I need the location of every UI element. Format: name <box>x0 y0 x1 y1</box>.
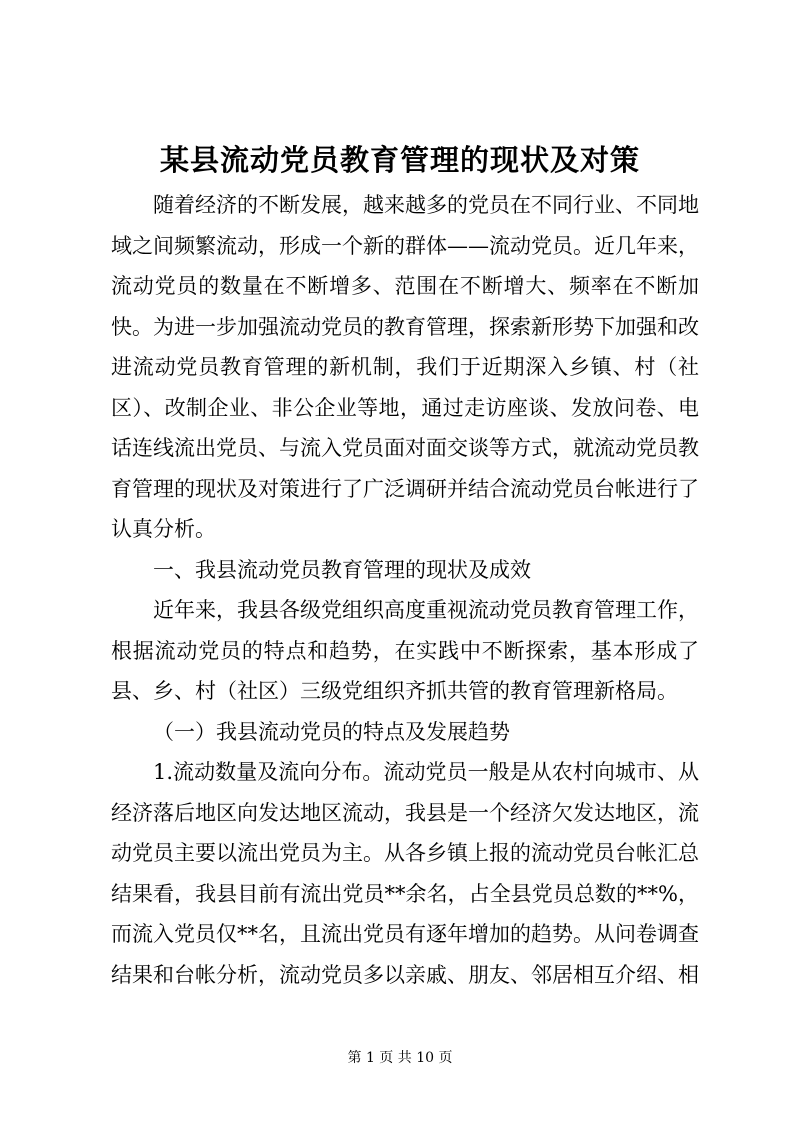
point-1-paragraph: 1.流动数量及流向分布。流动党员一般是从农村向城市、从经济落后地区向发达地区流动，我县是一个经济欠发达地区，流动党员主要以流出党员为主。从各乡镇上报的流动党员台帐汇总结果看，我县目前有流出党员**余名，占全县党员总数的**%，而流入党员仅**名，且流出党员有逐年增加的趋势。从问卷调查结果和台帐分析，流动党员多以亲戚、朋友、邻居相互介绍、相 <box>111 760 699 987</box>
subsection-heading-1: （一）我县流动党员的特点及发展趋势 <box>153 719 510 744</box>
intro-paragraph: 随着经济的不断发展，越来越多的党员在不同行业、不同地域之间频繁流动，形成一个新的群体——流动党员。近几年来，流动党员的数量在不断增多、范围在不断增大、频率在不断加快。为进一步加强流动党员的教育管理，探索新形势下加强和改进流动党员教育管理的新机制，我们于近期深入乡镇、村（社区）、改制企业、非公企业等地，通过走访座谈、发放问卷、电话连线流出党员、与流入党员面对面交谈等方式，就流动党员教育管理的现状及对策进行了广泛调研并结合流动党员台帐进行了认真分析。 <box>111 193 699 541</box>
page-title: 某县流动党员教育管理的现状及对策 <box>159 143 640 177</box>
page-footer: 第 1 页 共 10 页 <box>347 1050 453 1066</box>
section-heading-1: 一、我县流动党员教育管理的现状及成效 <box>153 557 531 582</box>
section-1-paragraph: 近年来，我县各级党组织高度重视流动党员教育管理工作，根据流动党员的特点和趋势，在实践中不断探索，基本形成了县、乡、村（社区）三级党组织齐抓共管的教育管理新格局。 <box>111 598 699 703</box>
document-body <box>111 185 699 995</box>
